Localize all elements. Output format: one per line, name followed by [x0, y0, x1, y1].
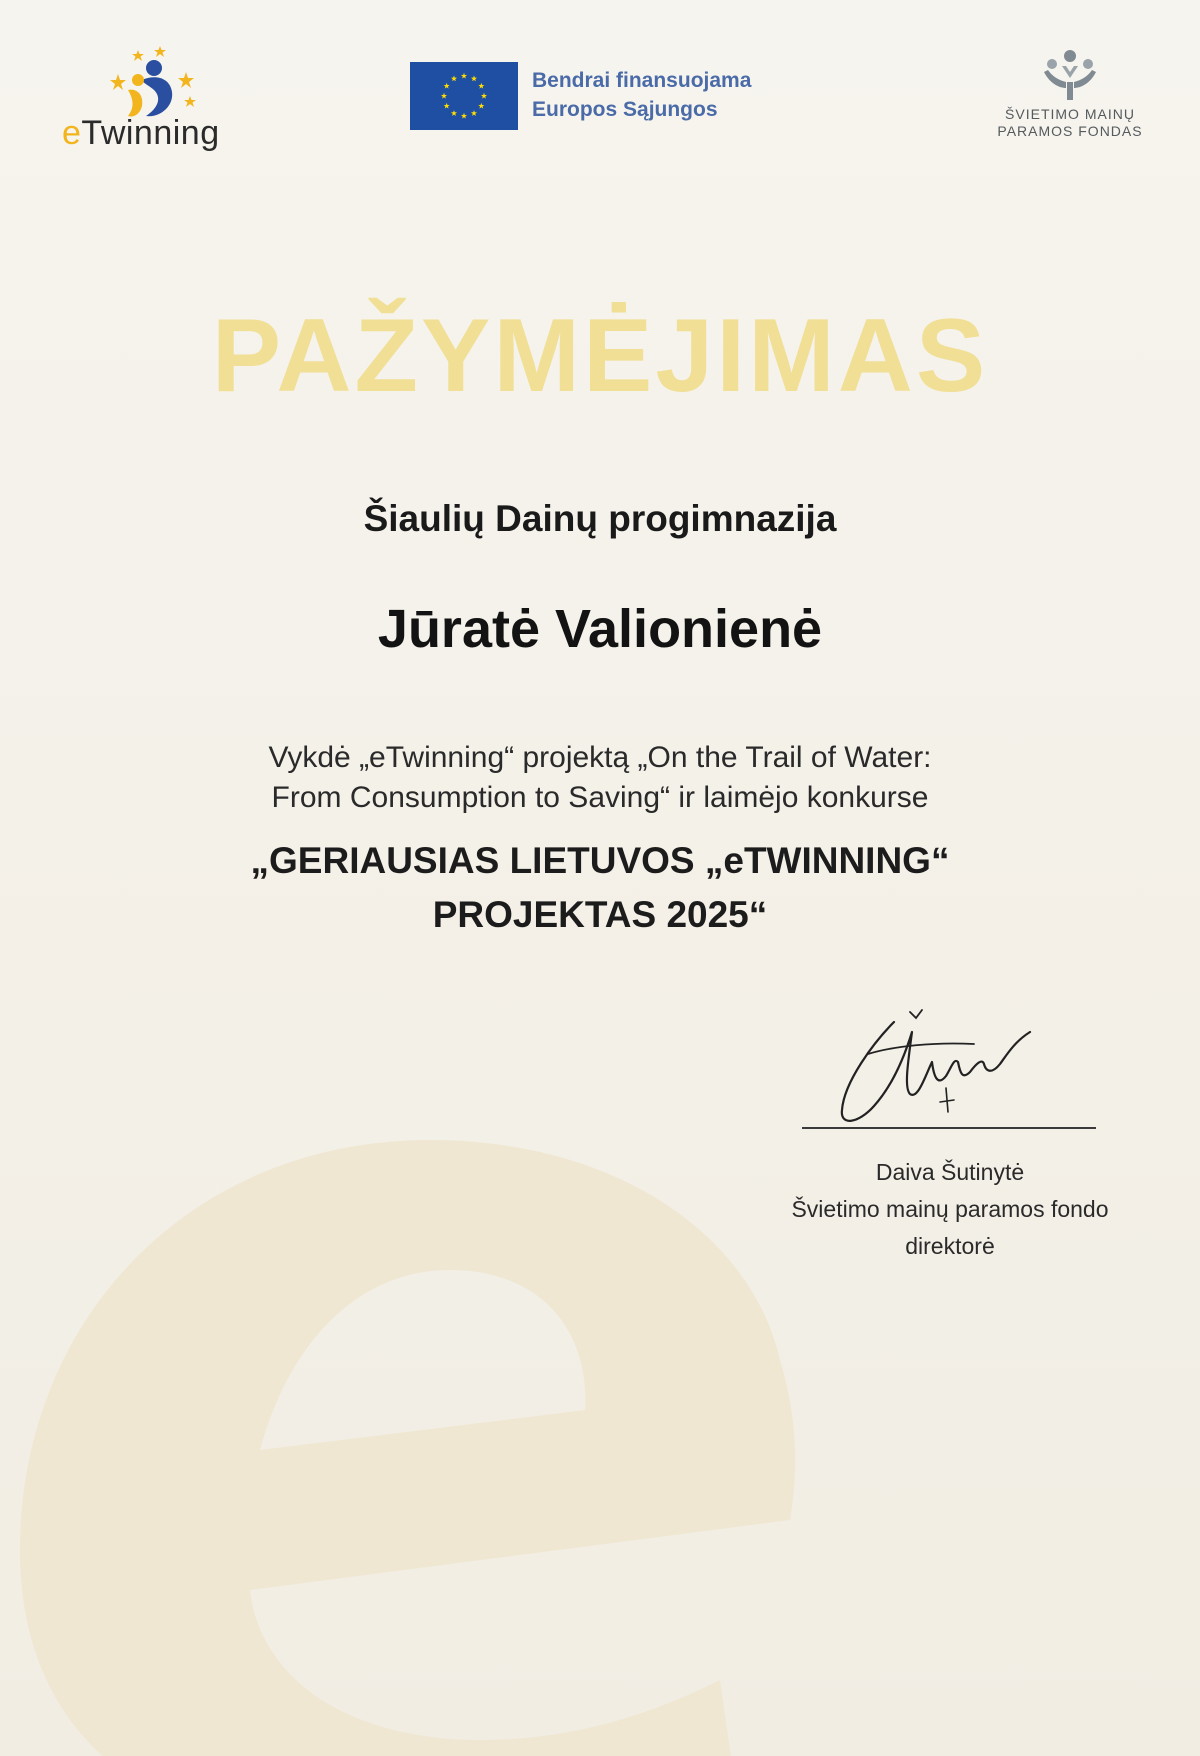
- signatory-name: Daiva Šutinytė: [875, 1159, 1025, 1185]
- project-description: [0, 738, 1200, 818]
- signatory-block: [740, 1154, 1160, 1265]
- description-line1: Vykdė „eTwinning“ projektą „On the Trail of Water:: [268, 741, 932, 774]
- award-title: [0, 834, 1200, 942]
- award-line2: PROJEKTAS 2025“: [432, 894, 768, 935]
- description-line2: From Consumption to Saving“ ir laimėjo konkurse: [271, 781, 929, 814]
- handwritten-signature: [834, 1002, 1044, 1132]
- eu-text-line1: Bendrai finansuojama: [532, 69, 752, 92]
- signatory-position-line2: direktorė: [905, 1233, 995, 1259]
- smpf-text-line1: ŠVIETIMO MAINŲ: [1005, 106, 1135, 122]
- certificate-title: PAŽYMĖJIMAS: [211, 298, 989, 414]
- award-line1: „GERIAUSIAS LIETUVOS „eTWINNING“: [250, 840, 950, 881]
- etwinning-watermark-e: [0, 1120, 860, 1756]
- smpf-text-line2: PARAMOS FONDAS: [997, 123, 1143, 139]
- smpf-figures-icon: [1040, 48, 1100, 102]
- smpf-logo: [990, 48, 1150, 148]
- etwinning-wordmark-rest: Twinning: [81, 114, 220, 152]
- etwinning-wordmark: [62, 116, 220, 150]
- etwinning-figures-icon: [98, 44, 208, 124]
- eu-flag-icon: [410, 62, 518, 130]
- etwinning-wordmark-e: e: [62, 114, 82, 152]
- eu-cofunding-text: [532, 66, 751, 124]
- eu-cofunding-logo: [410, 62, 810, 132]
- signatory-position-line1: Švietimo mainų paramos fondo: [791, 1196, 1109, 1222]
- smpf-text: [990, 106, 1150, 140]
- school-name: Šiaulių Dainų progimnazija: [363, 498, 837, 539]
- etwinning-logo: [62, 44, 232, 154]
- eu-text-line2: Europos Sąjungos: [532, 98, 718, 121]
- recipient-name: Jūratė Valionienė: [377, 599, 823, 659]
- signature-line: [802, 1127, 1096, 1129]
